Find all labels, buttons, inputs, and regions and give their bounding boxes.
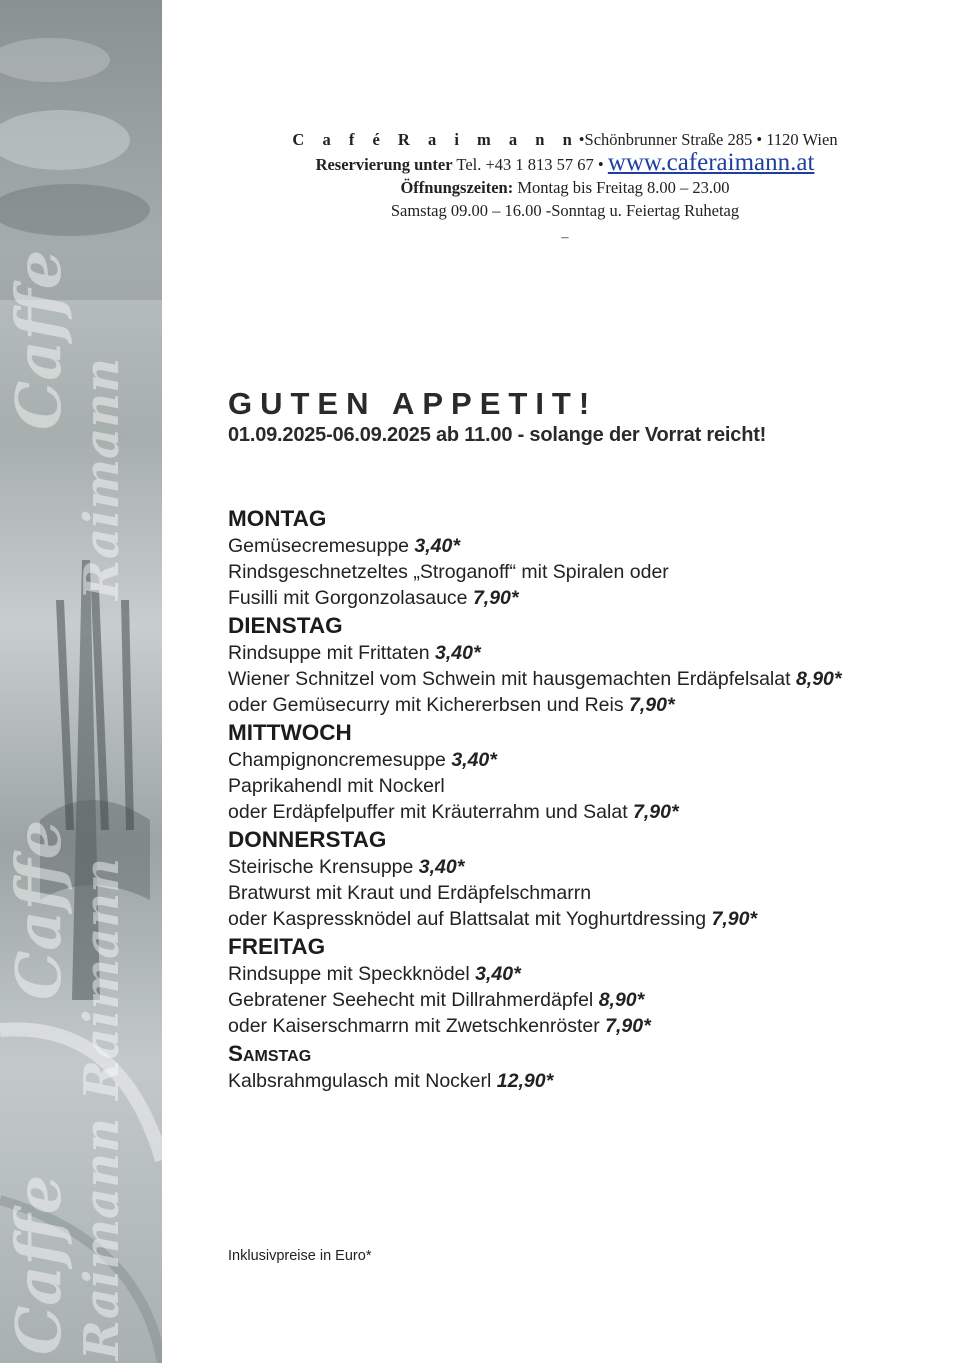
dish-name: Gebratener Seehecht mit Dillrahmerdäpfel xyxy=(228,989,599,1011)
price-footnote: Inklusivpreise in Euro* xyxy=(228,1248,372,1264)
dish-name: oder Kaspressknödel auf Blattsalat mit Yoghurtdressing xyxy=(228,908,712,930)
dish-name: Bratwurst mit Kraut und Erdäpfelschmarrn xyxy=(228,882,592,904)
dish-price: 7,90* xyxy=(711,908,758,930)
dish-name: Steirische Krensuppe xyxy=(228,856,419,878)
day-title: MONTAG xyxy=(228,506,327,531)
dish-price: 12,90* xyxy=(496,1070,554,1092)
day-title: FREITAG xyxy=(228,934,326,959)
dish-price: 3,40* xyxy=(414,535,460,557)
dish-price: 8,90* xyxy=(795,668,842,690)
hours-label: Öffnungszeiten: xyxy=(400,178,514,197)
menu-item xyxy=(228,906,928,932)
watermark-word: Caffe xyxy=(2,1174,75,1355)
menu-item xyxy=(228,533,928,559)
dish-name: Rindsuppe mit Frittaten xyxy=(228,642,436,664)
dish-name: oder Kaiserschmarrn mit Zwetschkenröster xyxy=(228,1015,606,1037)
day-title: Samstag xyxy=(228,1041,312,1066)
cafe-name: C a f é R a i m a n n xyxy=(292,130,579,149)
page-title: GUTEN APPETIT! xyxy=(228,386,598,421)
dish-name: Rindsuppe mit Speckknödel xyxy=(228,963,476,985)
dish-name: Wiener Schnitzel vom Schwein mit hausgemachten Erdäpfelsalat xyxy=(228,668,796,690)
dish-price: 8,90* xyxy=(598,989,645,1011)
watermark-word: Raimann xyxy=(74,357,130,600)
menu-item xyxy=(228,666,928,692)
day-title: DONNERSTAG xyxy=(228,827,387,852)
hours-weekdays: Montag bis Freitag 8.00 – 23.00 xyxy=(517,178,730,197)
dish-price: 3,40* xyxy=(475,963,521,985)
menu-period: 01.09.2025-06.09.2025 ab 11.00 - solange der Vorrat reicht! xyxy=(228,424,767,446)
dish-name: Fusilli mit Gorgonzolasauce xyxy=(228,587,473,609)
dish-name: Paprikahendl mit Nockerl xyxy=(228,775,445,797)
hours-weekend: Samstag 09.00 – 16.00 -Sonntag u. Feiertag Ruhetag xyxy=(390,201,740,220)
dish-price: 3,40* xyxy=(418,856,465,878)
dish-price: 7,90* xyxy=(629,694,675,716)
watermark-word: Caffe xyxy=(2,819,75,1000)
header-line-1 xyxy=(200,128,930,151)
menu-item xyxy=(228,1068,928,1094)
dish-name: Champignoncremesuppe xyxy=(228,749,452,771)
watermark-text xyxy=(0,0,162,1363)
phone-number: Tel. +43 1 813 57 67 • xyxy=(456,155,604,174)
menu-item xyxy=(228,640,928,666)
dish-name: Gemüsecremesuppe xyxy=(228,535,415,557)
dish-name: oder Gemüsecurry mit Kichererbsen und Reis xyxy=(228,694,629,716)
dish-price: 7,90* xyxy=(605,1015,651,1037)
day-title: MITTWOCH xyxy=(228,720,352,745)
menu-item xyxy=(228,747,928,773)
menu-item xyxy=(228,799,928,825)
weekly-menu xyxy=(228,504,928,1094)
dish-name: oder Erdäpfelpuffer mit Kräuterrahm und Salat xyxy=(228,801,634,823)
dish-name: Rindsgeschnetzeltes „Stroganoff“ mit Spiralen oder xyxy=(228,561,669,583)
watermark-word: Caffe xyxy=(2,249,75,430)
menu-item xyxy=(228,692,928,718)
header-line-2 xyxy=(200,151,930,176)
day-title: DIENSTAG xyxy=(228,613,343,638)
dish-name: Kalbsrahmgulasch mit Nockerl xyxy=(228,1070,497,1092)
menu-item xyxy=(228,1013,928,1039)
website-link[interactable]: www.caferaimann.at xyxy=(607,149,815,176)
menu-item xyxy=(228,961,928,987)
dish-price: 3,40* xyxy=(451,749,497,771)
header-line-3 xyxy=(200,176,930,199)
menu-item xyxy=(228,559,928,585)
cafe-address: •Schönbrunner Straße 285 • 1120 Wien xyxy=(578,130,838,149)
cafe-header xyxy=(200,128,930,249)
watermark-word: Raimann xyxy=(74,1117,130,1360)
menu-item xyxy=(228,585,928,611)
menu-item xyxy=(228,854,928,880)
dish-price: 7,90* xyxy=(472,587,519,609)
dish-price: 3,40* xyxy=(435,642,481,664)
reservation-label: Reservierung unter xyxy=(315,155,453,174)
menu-item xyxy=(228,880,928,906)
watermark-word: Raimann xyxy=(74,857,130,1100)
menu-item xyxy=(228,773,928,799)
decorative-photo-strip xyxy=(0,0,162,1363)
header-dash: – xyxy=(561,230,569,245)
menu-item xyxy=(228,987,928,1013)
dish-price: 7,90* xyxy=(633,801,679,823)
